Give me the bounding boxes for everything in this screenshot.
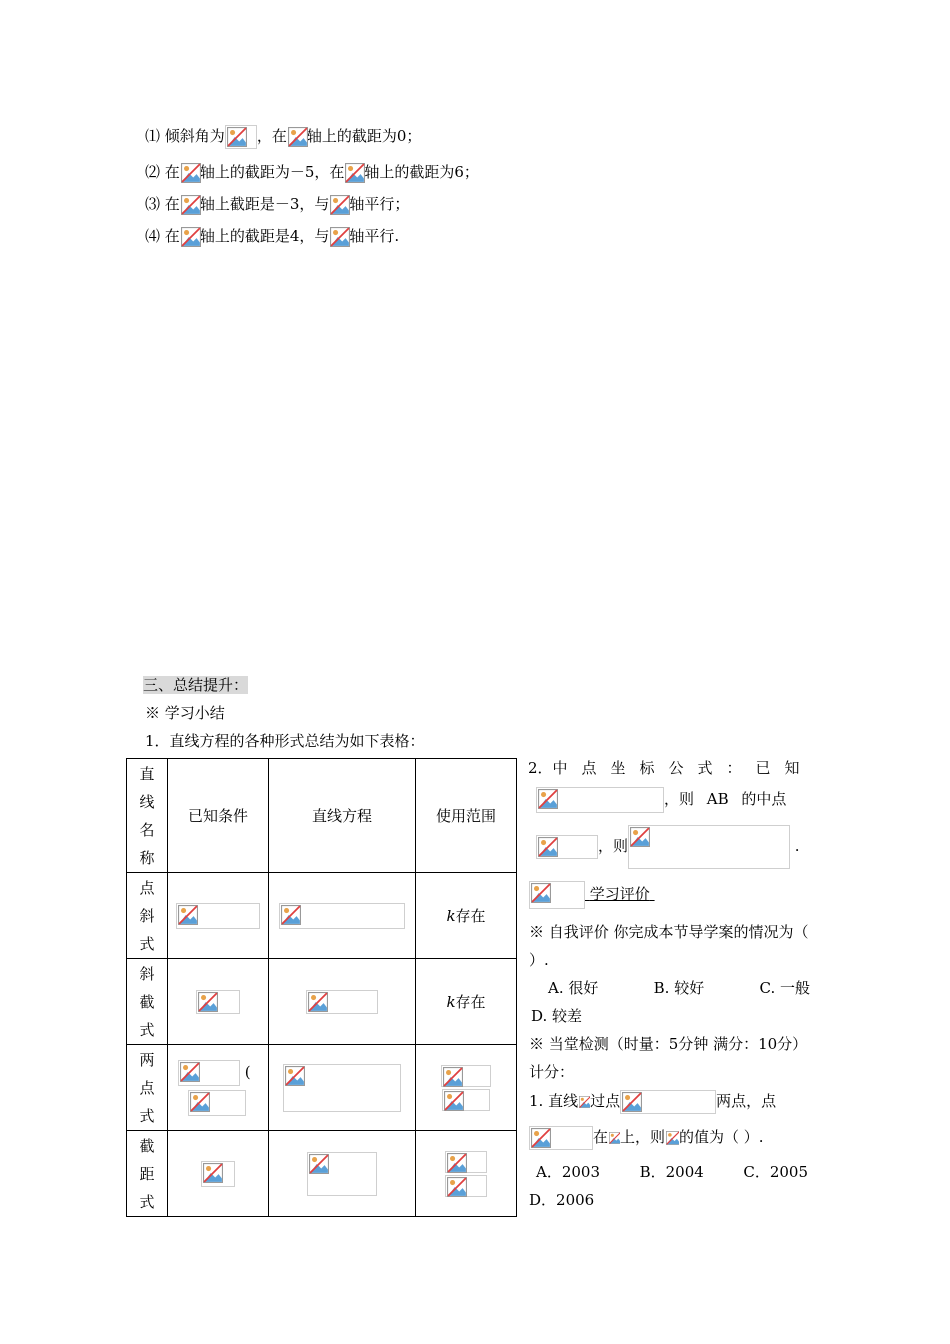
broken-image-icon bbox=[529, 1126, 593, 1150]
question-number: ⑶ bbox=[145, 195, 161, 213]
question-1: ⑴ 倾斜角为 ，在 轴上的截距为0； bbox=[145, 124, 421, 149]
name-char: 式 bbox=[139, 1106, 155, 1125]
cell-equation bbox=[269, 1045, 416, 1131]
broken-image-icon bbox=[188, 1090, 246, 1116]
cell-condition bbox=[168, 873, 269, 959]
broken-image-icon bbox=[180, 226, 200, 248]
row-name-point-slope bbox=[127, 873, 168, 959]
name-char: 式 bbox=[139, 934, 155, 953]
broken-image-icon bbox=[279, 903, 405, 929]
midpoint-line-3: ，则 . bbox=[536, 824, 800, 869]
cell-range bbox=[416, 1045, 517, 1131]
cell-range: k存在 bbox=[416, 873, 517, 959]
name-char: 两 bbox=[139, 1050, 155, 1069]
cell-equation bbox=[269, 1131, 416, 1217]
header-range: 使用范围 bbox=[416, 759, 517, 873]
broken-image-icon bbox=[665, 1127, 679, 1149]
row-name-two-point bbox=[127, 1045, 168, 1131]
name-char: 式 bbox=[139, 1020, 155, 1039]
name-char: 线 bbox=[139, 792, 155, 811]
test-question-1-line-2: 在 上，则 的值为（ ）. bbox=[529, 1124, 764, 1150]
question-2: ⑵ 在 轴上的截距为－5，在 轴上的截距为6； bbox=[145, 160, 479, 184]
cell-equation bbox=[269, 959, 416, 1045]
row-name-intercept bbox=[127, 1131, 168, 1217]
broken-image-icon bbox=[287, 126, 307, 148]
broken-image-icon bbox=[445, 1175, 487, 1197]
question-3: ⑶ 在 轴上截距是－3，与 轴平行； bbox=[145, 192, 409, 216]
name-char: 斜 bbox=[139, 906, 155, 925]
name-char: 距 bbox=[139, 1164, 155, 1183]
question-4: ⑷ 在 轴上的截距是4，与 轴平行. bbox=[145, 224, 399, 248]
broken-image-icon bbox=[225, 125, 257, 149]
midpoint-formula: 2． 中点坐标公式：已知 bbox=[528, 759, 814, 777]
broken-image-icon bbox=[283, 1064, 401, 1112]
broken-image-icon bbox=[329, 194, 349, 216]
header-known-conditions: 已知条件 bbox=[168, 759, 269, 873]
cell-condition: ( bbox=[168, 1045, 269, 1131]
cell-condition bbox=[168, 959, 269, 1045]
broken-image-icon bbox=[620, 1090, 716, 1114]
broken-image-icon bbox=[178, 1060, 240, 1086]
broken-image-icon bbox=[180, 162, 200, 184]
broken-image-icon bbox=[344, 162, 364, 184]
question-number: ⑷ bbox=[145, 227, 161, 245]
in-class-test: ※ 当堂检测（时量：5分钟 满分：10分）计分： bbox=[529, 1035, 808, 1081]
cell-range bbox=[416, 1131, 517, 1217]
section-title: 三、总结提升： bbox=[143, 676, 249, 694]
test-q1-option-d: D．2006 bbox=[529, 1191, 595, 1209]
broken-image-icon bbox=[442, 1089, 490, 1111]
broken-image-icon bbox=[329, 226, 349, 248]
cell-condition bbox=[168, 1131, 269, 1217]
name-char: 点 bbox=[139, 1078, 155, 1097]
self-evaluation: ※ 自我评价 你完成本节导学案的情况为（ ）. bbox=[529, 923, 809, 969]
name-char: 称 bbox=[139, 848, 155, 867]
cell-equation bbox=[269, 873, 416, 959]
broken-image-icon bbox=[441, 1065, 491, 1087]
header-equation: 直线方程 bbox=[269, 759, 416, 873]
name-char: 直 bbox=[139, 764, 155, 783]
broken-image-icon bbox=[306, 990, 378, 1014]
broken-image-icon bbox=[201, 1161, 235, 1187]
test-q1-options: A．2003 B．2004 C．2005 bbox=[536, 1163, 808, 1181]
broken-image-icon bbox=[529, 881, 585, 909]
broken-image-icon bbox=[608, 1127, 620, 1149]
question-number: ⑵ bbox=[145, 163, 161, 181]
broken-image-icon bbox=[536, 787, 664, 813]
name-char: 点 bbox=[139, 878, 155, 897]
broken-image-icon bbox=[180, 194, 200, 216]
test-question-1: 1. 直线 过点 两点，点 bbox=[529, 1088, 776, 1114]
question-number: ⑴ bbox=[145, 127, 161, 145]
broken-image-icon bbox=[536, 835, 598, 859]
cell-range: k存在 bbox=[416, 959, 517, 1045]
section-subtitle: ※ 学习小结 bbox=[145, 704, 225, 722]
section-item-1: 1．直线方程的各种形式总结为如下表格： bbox=[145, 732, 425, 750]
midpoint-line-2: ，则 AB 的中点 bbox=[536, 786, 786, 813]
broken-image-icon bbox=[628, 825, 790, 869]
name-char: 斜 bbox=[139, 964, 155, 983]
broken-image-icon bbox=[196, 990, 240, 1014]
header-line-name bbox=[127, 759, 168, 873]
row-name-slope-intercept bbox=[127, 959, 168, 1045]
learning-evaluation-heading: 学习评价 bbox=[529, 880, 655, 909]
self-eval-options: A. 很好 B. 较好 C. 一般 bbox=[548, 979, 810, 997]
broken-image-icon bbox=[176, 903, 260, 929]
name-char: 式 bbox=[139, 1192, 155, 1211]
name-char: 截 bbox=[139, 992, 155, 1011]
name-char: 截 bbox=[139, 1136, 155, 1155]
broken-image-icon bbox=[307, 1152, 377, 1196]
summary-table bbox=[126, 758, 517, 1217]
broken-image-icon bbox=[578, 1091, 590, 1113]
broken-image-icon bbox=[445, 1151, 487, 1173]
self-eval-option-d: D. 较差 bbox=[531, 1007, 583, 1025]
name-char: 名 bbox=[139, 820, 155, 839]
